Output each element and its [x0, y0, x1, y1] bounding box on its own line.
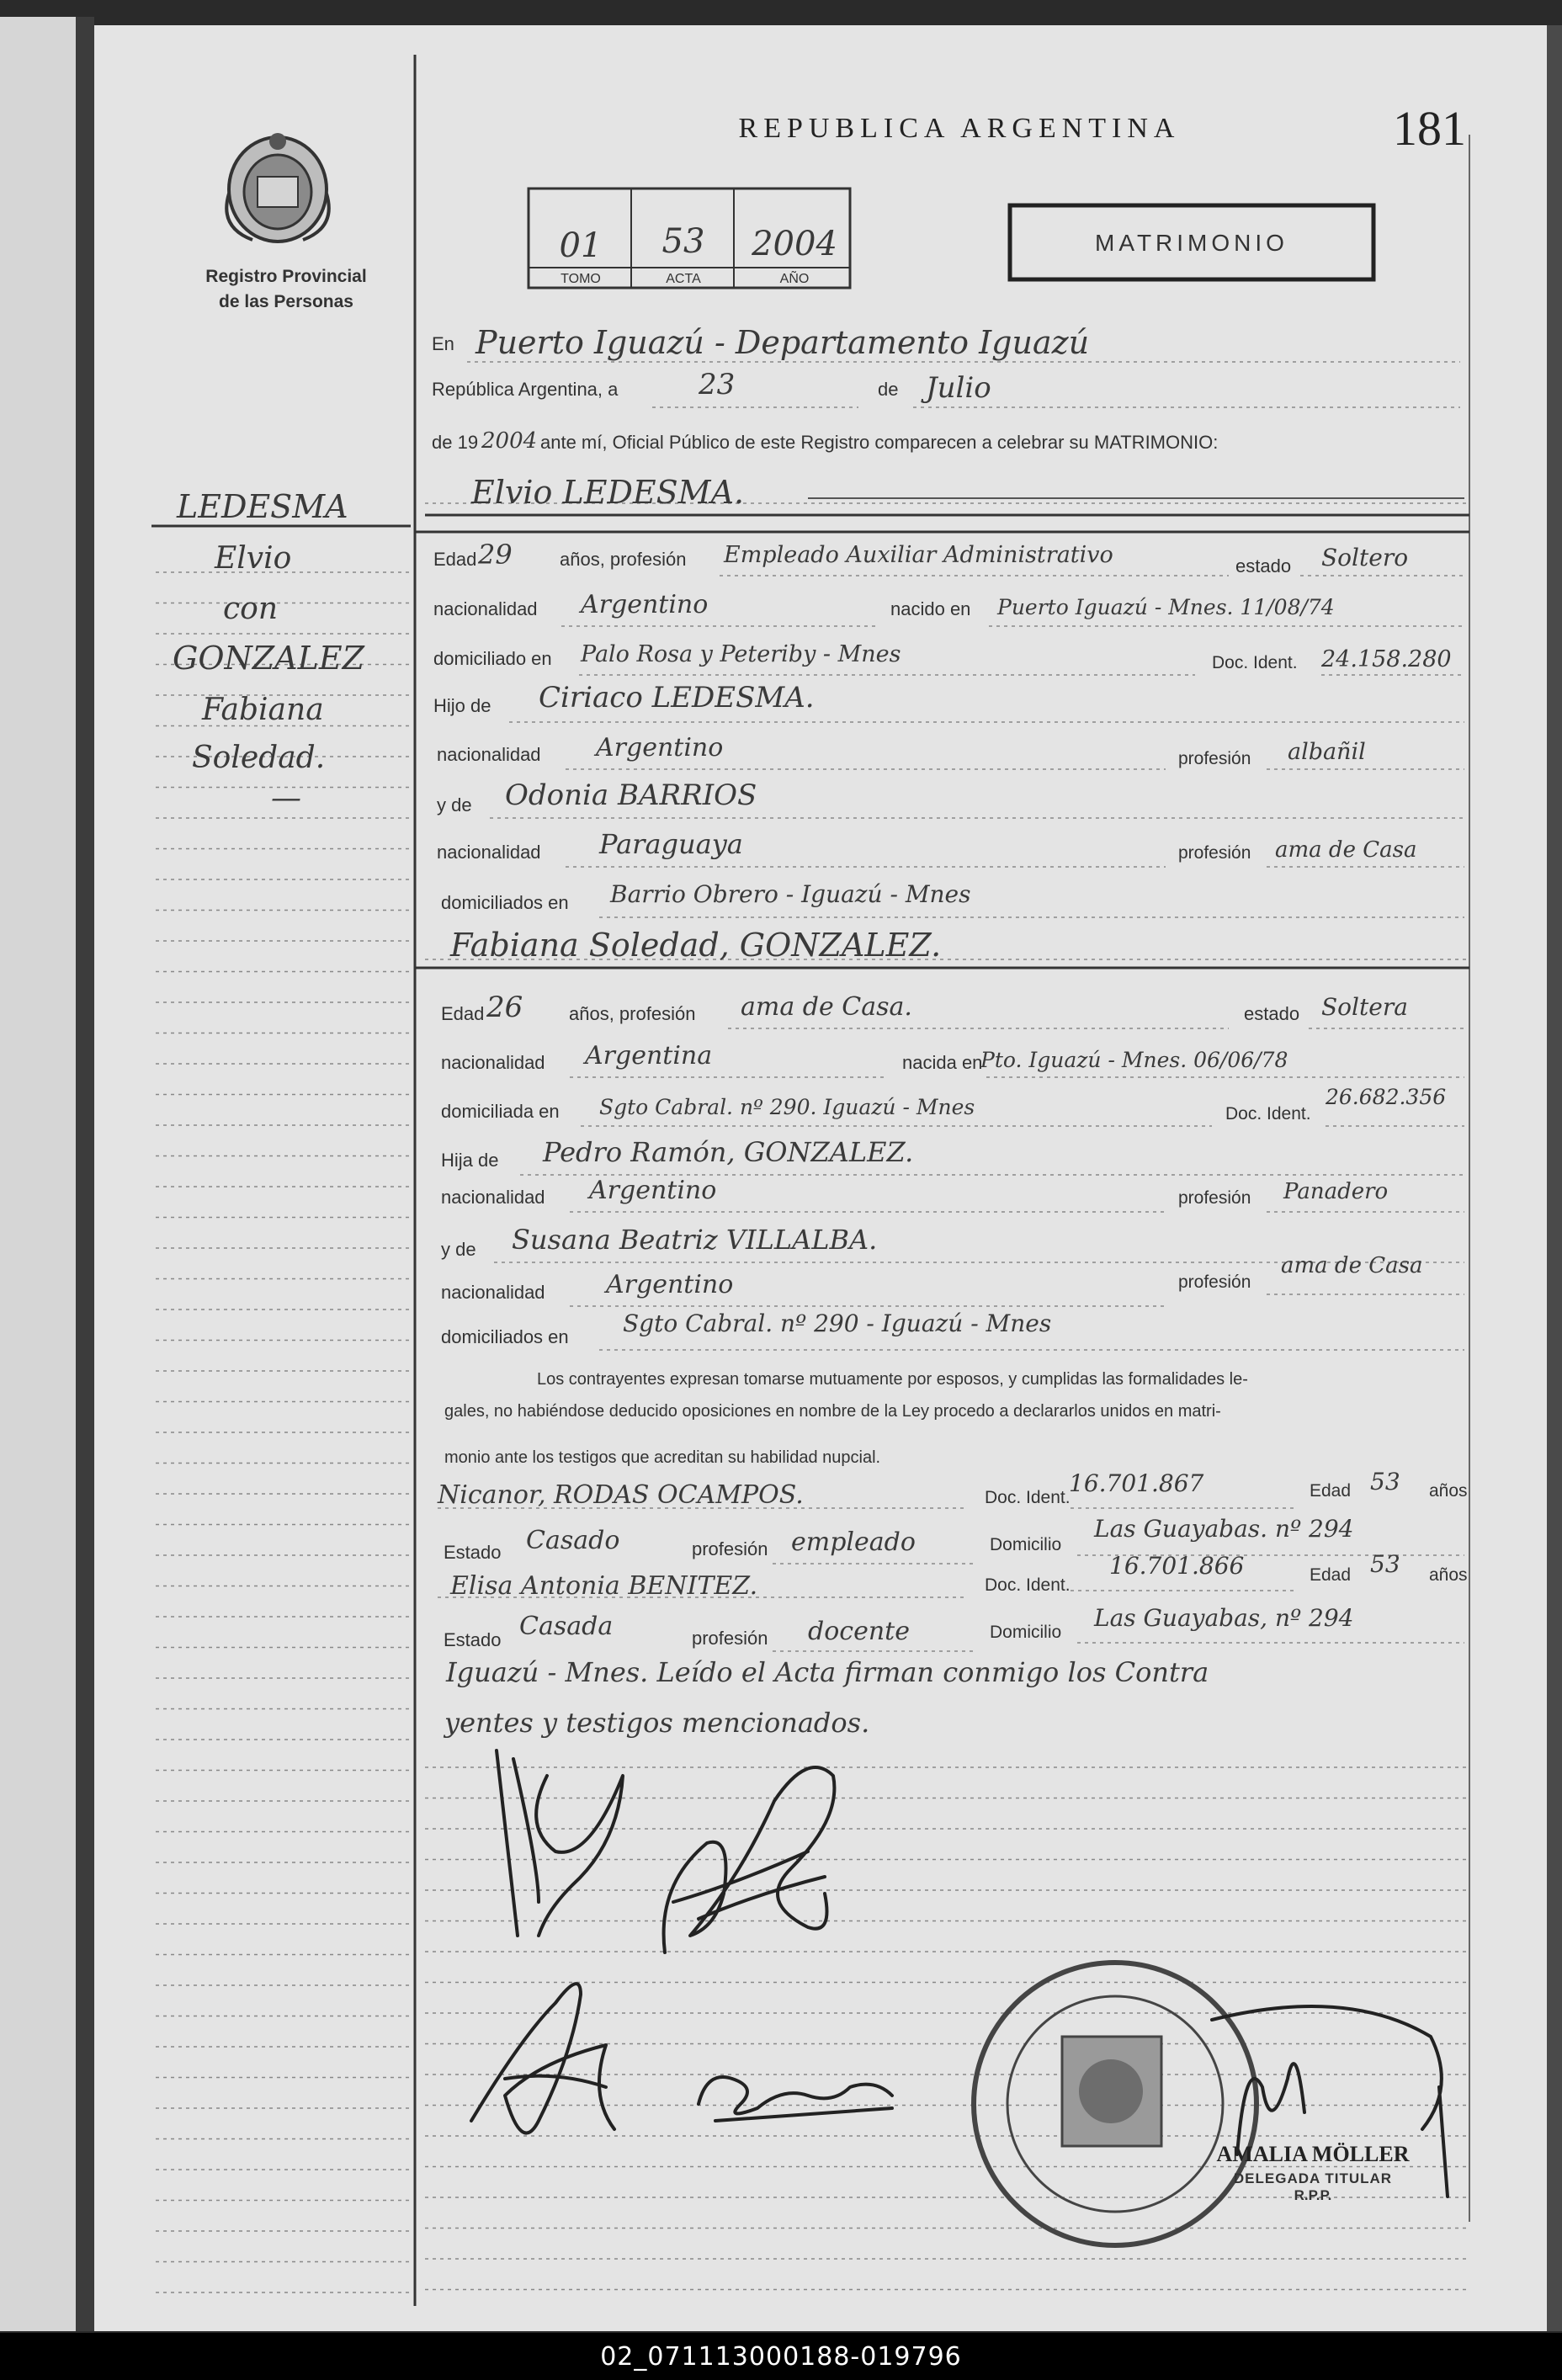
bride-name: Fabiana Soledad, GONZALEZ. — [450, 927, 942, 964]
bride-edad: 26 — [486, 991, 523, 1024]
witness1-anos-label: años — [1429, 1481, 1468, 1501]
margin-line-3: con — [223, 592, 279, 626]
bride-estado-label: estado — [1244, 1003, 1300, 1024]
bride-nacida-label: nacida en — [902, 1052, 983, 1073]
witness2-anos-label: años — [1429, 1565, 1468, 1585]
official-name: AMALIA MÖLLER — [1216, 2142, 1410, 2166]
image-code: 02_071113000188-019796 — [600, 2341, 962, 2372]
bride-parents-dom-label: domiciliados en — [441, 1326, 569, 1347]
witness1-doc-label: Doc. Ident. — [985, 1488, 1071, 1507]
bride-anos-prof-label: años, profesión — [569, 1003, 696, 1024]
tomo-value: 01 — [559, 226, 603, 265]
left-page-edge — [0, 17, 84, 2331]
footer-bar — [0, 2333, 1562, 2380]
intro-place: Puerto Iguazú - Departamento Iguazú — [476, 324, 1090, 361]
intro-year-prefix: de 19 — [432, 432, 479, 453]
groom-profesion: Empleado Auxiliar Administrativo — [724, 542, 1113, 568]
groom-mother-nac: Paraguaya — [599, 828, 743, 860]
bride-estado: Soltera — [1321, 993, 1408, 1021]
groom-nacido-label: nacido en — [890, 598, 971, 619]
closing-line-1: Iguazú - Mnes. Leído el Acta firman conmigo los Contra — [446, 1656, 1209, 1688]
page-number: 181 — [1393, 101, 1466, 156]
bride-doc: 26.682.356 — [1326, 1085, 1447, 1109]
witness1-edad-label: Edad — [1310, 1481, 1352, 1501]
bride-father-nac: Argentino — [589, 1176, 717, 1205]
official-abbr: R.P.P. — [1294, 2187, 1332, 2203]
witness2-edad: 53 — [1370, 1550, 1400, 1578]
witness1-dom-label: Domicilio — [990, 1535, 1062, 1554]
bride-nac-label: nacionalidad — [441, 1052, 545, 1073]
groom-hijo-label: Hijo de — [433, 695, 491, 716]
record-page — [94, 25, 1550, 2331]
witness1-domicilio: Las Guayabas. nº 294 — [1094, 1515, 1354, 1543]
groom-mother: Odonia BARRIOS — [505, 778, 757, 812]
witness2-edad-label: Edad — [1310, 1565, 1352, 1585]
bride-nacida: Pto. Iguazú - Mnes. 06/06/78 — [980, 1048, 1288, 1072]
groom-yde-label: y de — [437, 794, 472, 815]
groom-doc: 24.158.280 — [1321, 646, 1452, 672]
groom-edad: 29 — [478, 539, 513, 571]
groom-anos-prof-label: años, profesión — [560, 549, 687, 570]
declaration-line-1: Los contrayentes expresan tomarse mutuamente por esposos, y cumplidas las formalidades le- — [537, 1370, 1248, 1389]
bride-father-prof-label: profesión — [1178, 1188, 1251, 1208]
groom-nac-label: nacionalidad — [433, 598, 538, 619]
witness2-prof-label: profesión — [692, 1628, 768, 1649]
declaration-line-2: gales, no habiéndose deducido oposiciones en nombre de la Ley procedo a declararlos unidos en matri- — [444, 1402, 1221, 1421]
groom-name: Elvio LEDESMA. — [471, 474, 745, 511]
bride-doc-label: Doc. Ident. — [1225, 1104, 1311, 1124]
intro-month: Julio — [926, 371, 991, 405]
witness2-doc-label: Doc. Ident. — [985, 1575, 1071, 1595]
bride-father-nac-label: nacionalidad — [441, 1187, 545, 1208]
bride-mother-nac-label: nacionalidad — [441, 1282, 545, 1303]
bride-dom-label: domiciliada en — [441, 1101, 560, 1122]
bride-mother: Susana Beatriz VILLALBA. — [512, 1224, 878, 1256]
declaration-line-3: monio ante los testigos que acreditan su habilidad nupcial. — [444, 1448, 881, 1467]
groom-domicilio: Palo Rosa y Peteriby - Mnes — [581, 641, 901, 667]
witness2-estado-label: Estado — [444, 1629, 502, 1650]
groom-father-nac-label: nacionalidad — [437, 744, 541, 765]
groom-mother-prof: ama de Casa — [1275, 837, 1417, 863]
groom-nacido: Puerto Iguazú - Mnes. 11/08/74 — [997, 595, 1335, 619]
bride-hija-label: Hija de — [441, 1150, 499, 1171]
witness2-dom-label: Domicilio — [990, 1623, 1062, 1642]
bride-yde-label: y de — [441, 1239, 476, 1260]
witness2-profesion: docente — [808, 1617, 910, 1646]
groom-parents-dom: Barrio Obrero - Iguazú - Mnes — [610, 880, 971, 908]
witness2-domicilio: Las Guayabas, nº 294 — [1094, 1604, 1354, 1632]
groom-estado-label: estado — [1235, 555, 1292, 576]
margin-line-1: LEDESMA — [177, 488, 348, 525]
registry-name-line1: Registro Provincial — [205, 267, 367, 286]
witness2-name: Elisa Antonia BENITEZ. — [450, 1571, 758, 1601]
bride-mother-prof-label: profesión — [1178, 1272, 1251, 1292]
groom-doc-label: Doc. Ident. — [1212, 653, 1298, 672]
intro-en-label: En — [432, 333, 454, 354]
witness1-doc: 16.701.867 — [1069, 1469, 1204, 1497]
tomo-label: TOMO — [561, 272, 601, 286]
anio-value: 2004 — [752, 225, 837, 263]
bride-parents-dom: Sgto Cabral. nº 290 - Iguazú - Mnes — [623, 1310, 1052, 1337]
bride-nacionalidad: Argentina — [585, 1041, 713, 1070]
anio-label: AÑO — [779, 272, 810, 286]
groom-father-prof: albañil — [1288, 739, 1366, 765]
margin-line-6: Soledad. — [192, 741, 326, 775]
bride-mother-prof: ama de Casa — [1281, 1253, 1423, 1278]
official-title: DELEGADA TITULAR — [1233, 2170, 1393, 2186]
witness1-profesion: empleado — [791, 1527, 916, 1557]
groom-estado: Soltero — [1321, 544, 1409, 571]
margin-line-4: GONZALEZ — [173, 640, 364, 677]
bride-father-prof: Panadero — [1283, 1179, 1389, 1204]
groom-dom-label: domiciliado en — [433, 648, 552, 669]
witness1-prof-label: profesión — [692, 1538, 768, 1559]
bride-domicilio: Sgto Cabral. nº 290. Iguazú - Mnes — [599, 1095, 975, 1119]
acta-label: ACTA — [666, 272, 701, 286]
groom-father-prof-label: profesión — [1178, 749, 1251, 768]
intro-rest: ante mí, Oficial Público de este Registro comparecen a celebrar su MATRIMONIO: — [540, 432, 1219, 453]
intro-republic-label: República Argentina, a — [432, 379, 619, 400]
groom-nacionalidad: Argentino — [581, 590, 709, 619]
witness2-doc: 16.701.866 — [1109, 1552, 1245, 1580]
groom-mother-nac-label: nacionalidad — [437, 842, 541, 863]
margin-line-5: Fabiana — [202, 693, 324, 727]
bride-edad-label: Edad — [441, 1003, 485, 1024]
witness2-estado: Casada — [519, 1612, 614, 1641]
witness1-estado: Casado — [526, 1526, 620, 1555]
bride-father: Pedro Ramón, GONZALEZ. — [543, 1136, 914, 1168]
bride-mother-nac: Argentino — [606, 1270, 734, 1299]
registry-name-line2: de las Personas — [219, 292, 353, 311]
groom-mother-prof-label: profesión — [1178, 843, 1251, 863]
intro-de-label: de — [878, 379, 899, 400]
groom-edad-label: Edad — [433, 549, 477, 570]
groom-father-nac: Argentino — [596, 733, 724, 762]
witness1-edad: 53 — [1370, 1468, 1400, 1495]
intro-day: 23 — [699, 368, 736, 401]
margin-line-2: Elvio — [215, 541, 292, 576]
margin-line-7: — — [271, 781, 301, 815]
closing-line-2: yentes y testigos mencionados. — [444, 1707, 870, 1739]
groom-parents-dom-label: domiciliados en — [441, 892, 569, 913]
bride-profesion: ama de Casa. — [741, 992, 912, 1022]
document-type: MATRIMONIO — [1095, 230, 1288, 256]
witness1-name: Nicanor, RODAS OCAMPOS. — [438, 1480, 804, 1510]
groom-father: Ciriaco LEDESMA. — [539, 681, 815, 715]
intro-year-written: 2004 — [481, 428, 538, 454]
acta-value: 53 — [661, 222, 705, 261]
country-header: REPUBLICA ARGENTINA — [738, 113, 1181, 144]
witness1-estado-label: Estado — [444, 1542, 502, 1563]
